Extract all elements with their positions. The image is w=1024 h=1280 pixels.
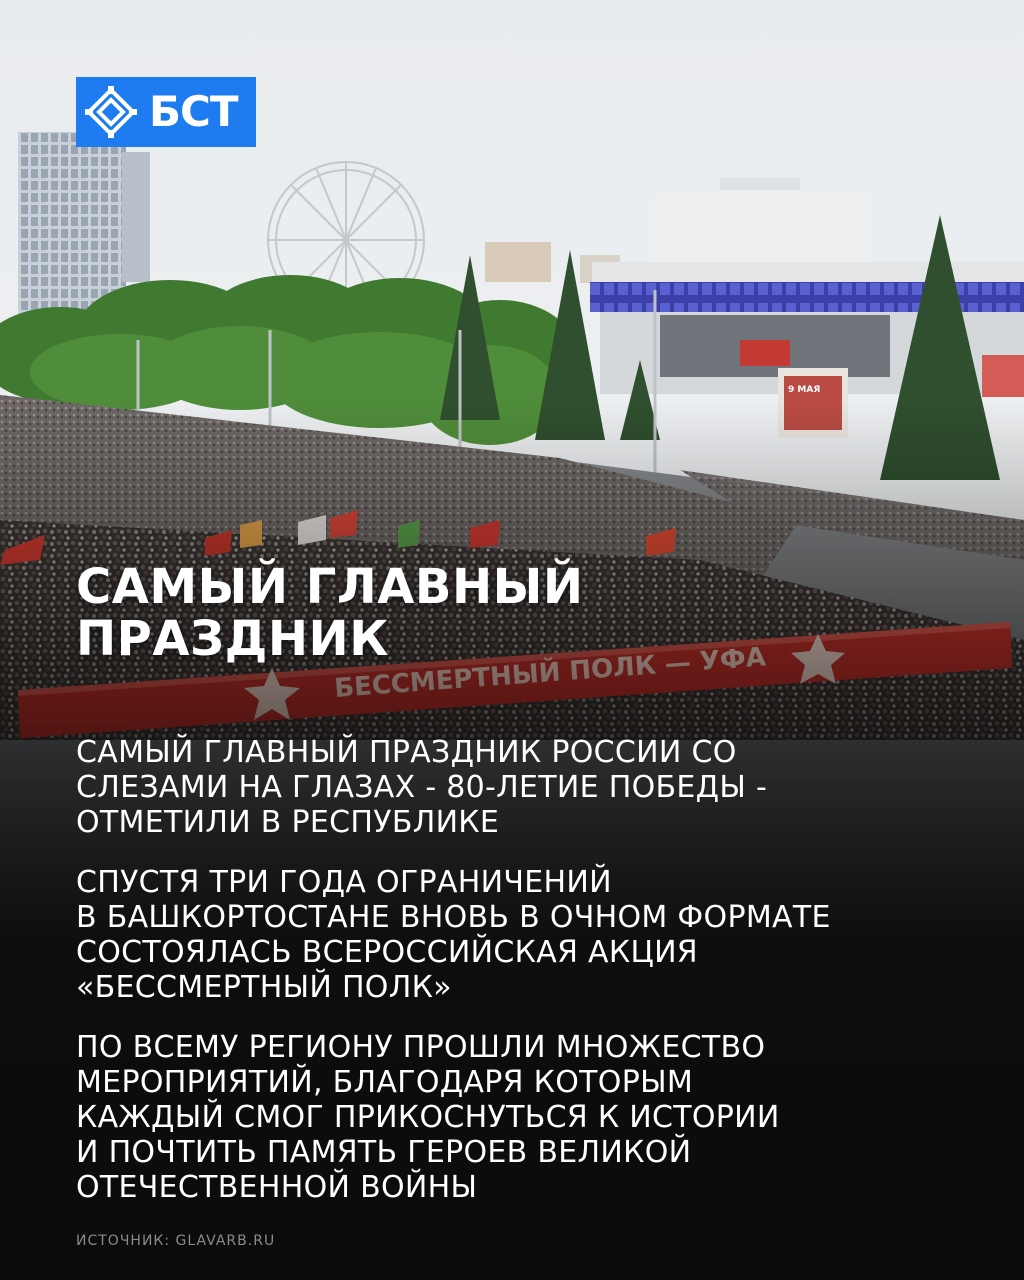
bst-ornament-icon <box>85 86 137 138</box>
poster-label: 9 МАЯ <box>788 385 821 395</box>
source-credit: ИСТОЧНИК: GLAVARB.RU <box>76 1233 276 1249</box>
article-body <box>76 735 976 1230</box>
paragraph-2: СПУСТЯ ТРИ ГОДА ОГРАНИЧЕНИЙ В БАШКОРТОСТАНЕ ВНОВЬ В ОЧНОМ ФОРМАТЕ СОСТОЯЛАСЬ ВСЕРОССИЙСКАЯ АКЦИЯ «БЕССМЕРТНЫЙ ПОЛК» <box>76 865 831 1005</box>
bst-logo <box>76 77 256 147</box>
paragraph-1: САМЫЙ ГЛАВНЫЙ ПРАЗДНИК РОССИИ СО СЛЕЗАМИ НА ГЛАЗАХ - 80-ЛЕТИЕ ПОБЕДЫ - ОТМЕТИЛИ В РЕСПУБЛИКЕ <box>76 735 768 840</box>
paragraph-3: ПО ВСЕМУ РЕГИОНУ ПРОШЛИ МНОЖЕСТВО МЕРОПРИЯТИЙ, БЛАГОДАРЯ КОТОРЫМ КАЖДЫЙ СМОГ ПРИКОСНУТЬСЯ К ИСТОРИИ И ПОЧТИТЬ ПАМЯТЬ ГЕРОЕВ ВЕЛИКОЙ ОТЕЧЕСТВЕННОЙ ВОЙНЫ <box>76 1030 780 1205</box>
logo-text: БСТ <box>149 87 238 136</box>
headline <box>76 561 976 665</box>
headline-text: САМЫЙ ГЛАВНЫЙ ПРАЗДНИК <box>76 559 584 667</box>
